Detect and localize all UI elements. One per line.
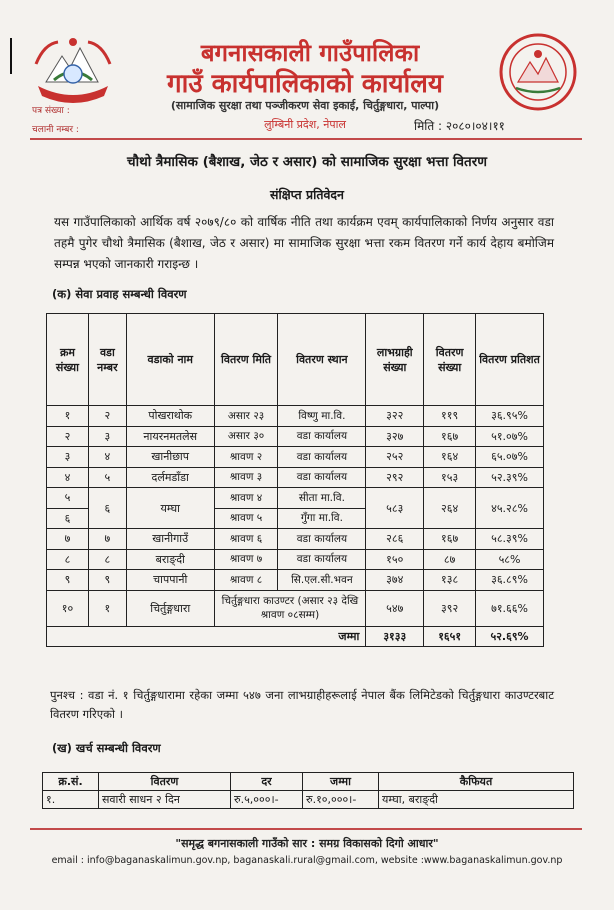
cell-rate: रु.५,०००।- — [231, 791, 303, 809]
cell-date: श्रावण २ — [214, 447, 278, 468]
cell-sn: १० — [47, 590, 89, 626]
total-distributed: १६५१ — [424, 626, 476, 647]
cell-place: वडा कार्यालय — [278, 447, 366, 468]
cell-place: वडा कार्यालय — [278, 467, 366, 488]
cell-distributed: ३९२ — [424, 590, 476, 626]
cell-beneficiaries: १५० — [366, 549, 424, 570]
cell-ward: ३ — [88, 426, 126, 447]
cell-place: सीता मा.वि. — [278, 488, 366, 509]
cell-sn: १ — [47, 406, 89, 427]
section-b-heading: (ख) खर्च सम्बन्धी विवरण — [52, 741, 161, 755]
cell-place: वडा कार्यालय — [278, 549, 366, 570]
table-header-row — [43, 773, 574, 791]
cell-sn: ८ — [47, 549, 89, 570]
cell-date: श्रावण ४ — [214, 488, 278, 509]
table-row — [47, 590, 544, 626]
cell-place: चिर्तुङ्गधारा काउण्टर (असार २३ देखि श्रावण ०८सम्म) — [214, 590, 366, 626]
cell-ward: ९ — [88, 570, 126, 591]
cell-ward-name: चिर्तुङ्गधारा — [126, 590, 214, 626]
cell-percent: ६५.०७% — [476, 447, 544, 468]
cell-percent: ५१.०७% — [476, 426, 544, 447]
footer-contact: email : info@baganaskalimun.gov.np, baganaskali.rural@gmail.com, website :www.baganaskalimun.gov.np — [51, 855, 563, 866]
cell-sn: ६ — [47, 508, 89, 529]
header-cell: वडाको नाम — [126, 314, 214, 406]
cell-date: श्रावण ८ — [214, 570, 278, 591]
cell-date: श्रावण ७ — [214, 549, 278, 570]
total-beneficiaries: ३१३३ — [366, 626, 424, 647]
intro-paragraph: यस गाउँपालिकाको आर्थिक वर्ष २०७९/८० को वार्षिक नीति तथा कार्यक्रम एवम् कार्यपालिकाको निर्णय अनुसार वडा तहमै पुगेर चौथो त्रैमासिक (बैशाख, जेठ र असार) मा सामाजिक सुरक्षा भत्ता रकम वितरण गर्ने कार्य देहाय बमोजिम सम्पन्न भएको जानकारी गराइन्छ । — [54, 215, 554, 271]
cell-date: असार २३ — [214, 406, 278, 427]
footer-divider — [30, 828, 582, 830]
cell-ward-name: खानीछाप — [126, 447, 214, 468]
cell-ward-name: खानीगाउँ — [126, 529, 214, 550]
cell-ward: ६ — [88, 488, 126, 529]
cell-total: रु.१०,०००।- — [303, 791, 379, 809]
header-cell: वडा नम्बर — [88, 314, 126, 406]
cell-beneficiaries: ३२२ — [366, 406, 424, 427]
government-emblem-icon — [28, 34, 118, 110]
cell-ward-name: पोखराथोक — [126, 406, 214, 427]
total-label: जम्मा — [47, 626, 366, 647]
cell-distributed: १५३ — [424, 467, 476, 488]
table-row — [47, 529, 544, 550]
cell-ward-name: दर्लमडाँडा — [126, 467, 214, 488]
margin-mark — [10, 38, 12, 74]
municipality-seal-icon — [498, 32, 578, 112]
letter-date: मिति : २०८०।०४।११ — [414, 119, 505, 133]
cell-item: सवारी साधन २ दिन — [99, 791, 231, 809]
table-row — [43, 791, 574, 809]
header-cell: दर — [231, 773, 303, 791]
header-cell: वितरण मिति — [214, 314, 278, 406]
cell-percent: ५८% — [476, 549, 544, 570]
cell-date: असार ३० — [214, 426, 278, 447]
cell-beneficiaries: २८६ — [366, 529, 424, 550]
cell-distributed: १३८ — [424, 570, 476, 591]
cell-distributed: ११९ — [424, 406, 476, 427]
cell-remark: यम्घा, बराङ्दी — [379, 791, 574, 809]
cell-sn: २ — [47, 426, 89, 447]
table-header-row — [47, 314, 544, 406]
cell-ward: २ — [88, 406, 126, 427]
header-cell: वितरण स्थान — [278, 314, 366, 406]
cell-date: श्रावण ६ — [214, 529, 278, 550]
cell-percent: ३६.९५% — [476, 406, 544, 427]
cell-place: गुँगा मा.वि. — [278, 508, 366, 529]
header-cell: क्रम संख्या — [47, 314, 89, 406]
province-name: लुम्बिनी प्रदेश, नेपाल — [264, 118, 346, 131]
table-row — [47, 549, 544, 570]
table-total-row — [47, 626, 544, 647]
page-title: चौथो त्रैमासिक (बैशाख, जेठ र असार) को सामाजिक सुरक्षा भत्ता वितरण — [127, 154, 487, 170]
header-cell: वितरण — [99, 773, 231, 791]
distribution-table — [46, 313, 544, 647]
cell-beneficiaries: ३७४ — [366, 570, 424, 591]
cell-ward-name: यम्घा — [126, 488, 214, 529]
cell-beneficiaries: ५४७ — [366, 590, 424, 626]
cell-date: श्रावण ३ — [214, 467, 278, 488]
cell-percent: ७१.६६% — [476, 590, 544, 626]
cell-ward: ४ — [88, 447, 126, 468]
cell-percent: ३६.८९% — [476, 570, 544, 591]
cell-ward-name: चापपानी — [126, 570, 214, 591]
table-row — [47, 467, 544, 488]
cell-sn: ७ — [47, 529, 89, 550]
table-row — [47, 426, 544, 447]
total-percent: ५२.६९% — [476, 626, 544, 647]
cell-sn: ४ — [47, 467, 89, 488]
page-subtitle: संक्षिप्त प्रतिवेदन — [270, 187, 344, 202]
cell-sn: ९ — [47, 570, 89, 591]
cell-beneficiaries: २५२ — [366, 447, 424, 468]
section-a-heading: (क) सेवा प्रवाह सम्बन्धी विवरण — [52, 287, 187, 301]
cell-beneficiaries: ५८३ — [366, 488, 424, 529]
header-cell: कैफियत — [379, 773, 574, 791]
cell-beneficiaries: ३२७ — [366, 426, 424, 447]
cell-ward-name: बराङ्दी — [126, 549, 214, 570]
table-row — [47, 488, 544, 509]
table-row — [47, 570, 544, 591]
cell-percent: ४५.२८% — [476, 488, 544, 529]
postscript-note: पुनश्च : वडा नं. १ चिर्तुङ्गधारामा रहेका जम्मा ५४७ जना लाभग्राहीहरूलाई नेपाल बैंक लिमिटेडको चिर्तुङ्गधारा काउण्टरबाट वितरण गरिएको । — [50, 688, 554, 721]
cell-ward-name: नायरनमतलेस — [126, 426, 214, 447]
cell-sn: ५ — [47, 488, 89, 509]
municipality-name: बगनासकाली गाउँपालिका — [200, 39, 420, 67]
cell-place: वडा कार्यालय — [278, 426, 366, 447]
cell-distributed: २६४ — [424, 488, 476, 529]
unit-name: (सामाजिक सुरक्षा तथा पञ्जीकरण सेवा इकाई, चिर्तुङ्गधारा, पाल्पा) — [170, 99, 440, 112]
cell-beneficiaries: २९२ — [366, 467, 424, 488]
header-cell: जम्मा — [303, 773, 379, 791]
cell-distributed: १६४ — [424, 447, 476, 468]
header-cell: वितरण प्रतिशत — [476, 314, 544, 406]
cell-ward: ८ — [88, 549, 126, 570]
table-row — [47, 447, 544, 468]
dispatch-number-label: चलानी नम्बर : — [32, 125, 79, 135]
cell-ward: ५ — [88, 467, 126, 488]
cell-percent: ५८.३९% — [476, 529, 544, 550]
header-cell: वितरण संख्या — [424, 314, 476, 406]
cell-distributed: १६७ — [424, 426, 476, 447]
cell-ward: १ — [88, 590, 126, 626]
header-cell: क्र.सं. — [43, 773, 99, 791]
cell-ward: ७ — [88, 529, 126, 550]
cell-distributed: ८७ — [424, 549, 476, 570]
cell-date: श्रावण ५ — [214, 508, 278, 529]
footer-motto: "समृद्ध बगनासकाली गाउँको सार : समग्र विकासको दिगो आधार" — [175, 837, 439, 850]
cell-percent: ५२.३९% — [476, 467, 544, 488]
expense-table — [42, 772, 574, 809]
cell-place: वडा कार्यालय — [278, 529, 366, 550]
table-row — [47, 406, 544, 427]
header-divider — [30, 138, 582, 140]
header-cell: लाभग्राही संख्या — [366, 314, 424, 406]
cell-place: विष्णु मा.वि. — [278, 406, 366, 427]
office-name: गाउँ कार्यपालिकाको कार्यालय — [167, 69, 443, 99]
cell-sn: १. — [43, 791, 99, 809]
cell-sn: ३ — [47, 447, 89, 468]
cell-place: सि.एल.सी.भवन — [278, 570, 366, 591]
cell-distributed: १६७ — [424, 529, 476, 550]
reference-number-label: पत्र संख्या : — [32, 106, 70, 116]
